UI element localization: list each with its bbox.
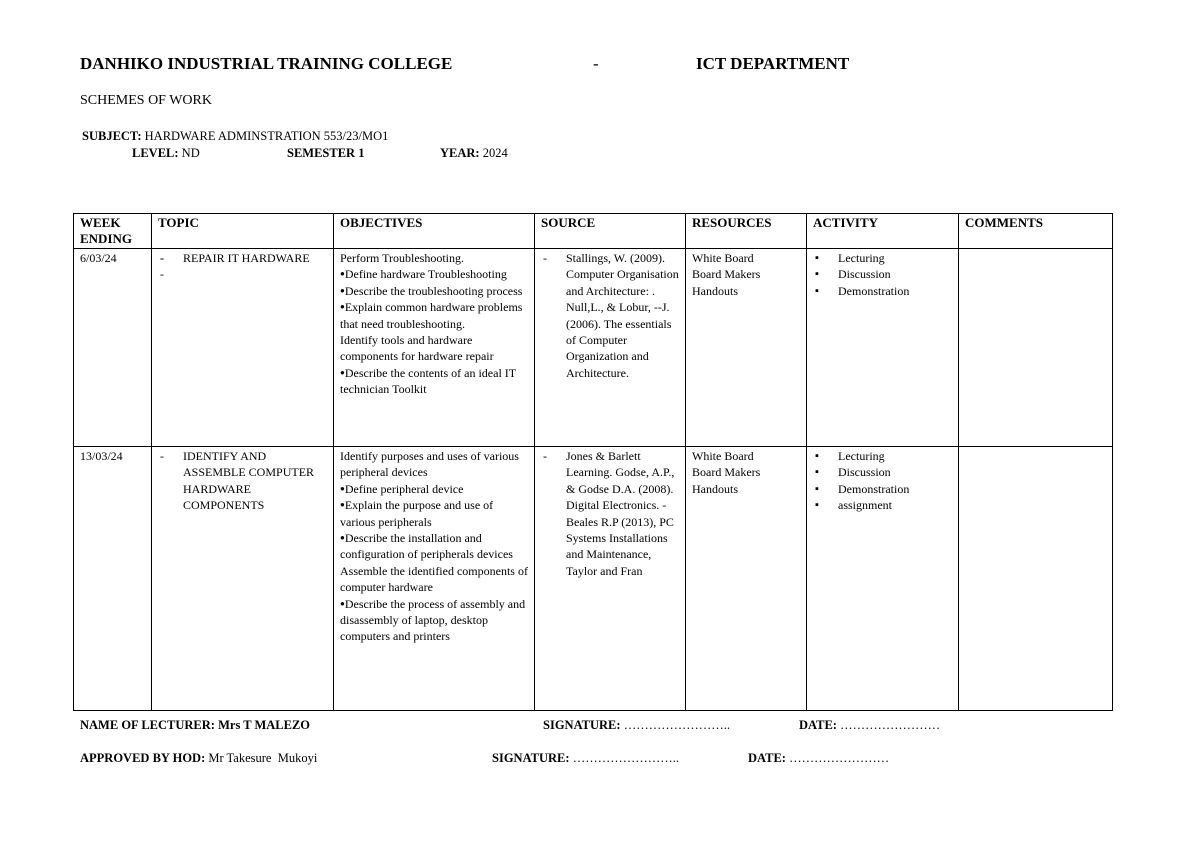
header-activity: ACTIVITY xyxy=(807,214,959,249)
resource-item: White Board xyxy=(692,449,754,463)
lecturer-date xyxy=(799,718,940,733)
activity-item: ▪ Discussion xyxy=(813,464,954,480)
topic-item: - IDENTIFY AND ASSEMBLE COMPUTER HARDWARE COMPONENTS xyxy=(158,448,329,514)
resource-item: Handouts xyxy=(692,283,738,298)
objective-line: Identify purposes and uses of various peripheral devices xyxy=(340,449,519,480)
objective-bullet: ● Describe the installation and configuration of peripherals devices xyxy=(340,530,530,563)
hod-line xyxy=(80,751,317,766)
objective-bullet: ● Describe the troubleshooting process xyxy=(340,283,530,299)
activity-item: ▪ Lecturing xyxy=(813,250,954,266)
header-topic: TOPIC xyxy=(152,214,334,249)
hod-date xyxy=(748,751,889,766)
objective-bullet: ● Define hardware Troubleshooting xyxy=(340,266,530,282)
lecturer-label: NAME OF LECTURER: xyxy=(80,718,215,732)
objectives-cell xyxy=(334,249,535,447)
objective-line: Perform Troubleshooting. xyxy=(340,251,465,265)
year-line xyxy=(440,146,508,161)
hod-signature xyxy=(492,751,679,766)
level-label: LEVEL: xyxy=(132,146,179,160)
objective-line: Assemble the identified components of computer hardware xyxy=(340,563,528,595)
objective-bullet: ● Define peripheral device xyxy=(340,481,530,497)
level-value: ND xyxy=(181,146,200,160)
objective-bullet: ● Explain the purpose and use of various peripherals xyxy=(340,497,530,530)
activity-cell xyxy=(807,447,959,711)
activity-item: ▪ assignment xyxy=(813,497,954,513)
source-cell xyxy=(535,447,686,711)
hod-label: APPROVED BY HOD: xyxy=(80,751,206,765)
header-resources: RESOURCES xyxy=(686,214,807,249)
hod-signature-label: SIGNATURE: xyxy=(492,751,570,765)
date-label: DATE: xyxy=(799,718,837,732)
subject-label: SUBJECT: xyxy=(82,129,142,143)
topic-cell xyxy=(152,249,334,447)
hod-date-label: DATE: xyxy=(748,751,786,765)
date-dots: …………………… xyxy=(840,718,941,732)
scheme-table xyxy=(73,213,1113,711)
subject-value: HARDWARE ADMINSTRATION 553/23/MO1 xyxy=(144,129,389,143)
subject-line xyxy=(82,129,388,144)
comments-cell xyxy=(959,249,1113,447)
resource-item: White Board xyxy=(692,251,754,265)
week-ending-cell: 13/03/24 xyxy=(74,447,152,711)
activity-item: ▪ Lecturing xyxy=(813,448,954,464)
year-label: YEAR: xyxy=(440,146,480,160)
college-name: DANHIKO INDUSTRIAL TRAINING COLLEGE xyxy=(80,54,453,73)
hod-date-dots: …………………… xyxy=(789,751,890,765)
objective-bullet: ● Describe the contents of an ideal IT technician Toolkit xyxy=(340,365,530,398)
signature-label: SIGNATURE: xyxy=(543,718,621,732)
resource-item: Board Makers xyxy=(692,267,761,282)
hod-signature-dots: …………………….. xyxy=(572,751,679,765)
table-row xyxy=(74,249,1113,447)
activity-item: ▪ Demonstration xyxy=(813,283,954,299)
objective-line: Identify tools and hardware components for hardware repair xyxy=(340,333,494,364)
header-objectives: OBJECTIVES xyxy=(334,214,535,249)
source-cell xyxy=(535,249,686,447)
hod-name: Mr Takesure Mukoyi xyxy=(208,751,318,765)
comments-cell xyxy=(959,447,1113,711)
signature-dots: …………………….. xyxy=(623,718,730,732)
topic-item: - REPAIR IT HARDWARE xyxy=(158,250,329,266)
header-comments: COMMENTS xyxy=(959,214,1113,249)
activity-item: ▪ Discussion xyxy=(813,266,954,282)
resources-cell xyxy=(686,249,807,447)
header-separator: - xyxy=(593,54,599,73)
level-line xyxy=(132,146,200,161)
year-value: 2024 xyxy=(482,146,508,160)
lecturer-line xyxy=(80,718,310,733)
activity-cell xyxy=(807,249,959,447)
lecturer-signature xyxy=(543,718,730,733)
resource-item: Handouts xyxy=(692,481,738,496)
resource-item: Board Makers xyxy=(692,465,761,480)
objectives-cell xyxy=(334,447,535,711)
topic-cell xyxy=(152,447,334,711)
source-entry: - Stallings, W. (2009). Computer Organisation and Architecture: . Null,L., & Lobur, --J. (2006). The essentials of Computer Organization and Architecture. xyxy=(541,250,681,381)
lecturer-name: Mrs T MALEZO xyxy=(218,718,311,732)
header-source: SOURCE xyxy=(535,214,686,249)
semester: SEMESTER 1 xyxy=(287,146,365,160)
activity-item: ▪ Demonstration xyxy=(813,481,954,497)
objective-bullet: ● Explain common hardware problems that need troubleshooting. xyxy=(340,299,530,332)
table-header-row xyxy=(74,214,1113,249)
document-title: SCHEMES OF WORK xyxy=(80,93,212,108)
table-row xyxy=(74,447,1113,711)
header-week-ending: WEEK ENDING xyxy=(74,214,152,249)
department-name: ICT DEPARTMENT xyxy=(696,54,850,73)
objective-bullet: ● Describe the process of assembly and disassembly of laptop, desktop computers and printers xyxy=(340,596,530,645)
week-ending-cell: 6/03/24 xyxy=(74,249,152,447)
resources-cell xyxy=(686,447,807,711)
source-entry: - Jones & Barlett Learning. Godse, A.P., & Godse D.A. (2008). Digital Electronics. -Beales R.P (2013), PC Systems Installations and Maintenance, Taylor and Fran xyxy=(541,448,681,579)
